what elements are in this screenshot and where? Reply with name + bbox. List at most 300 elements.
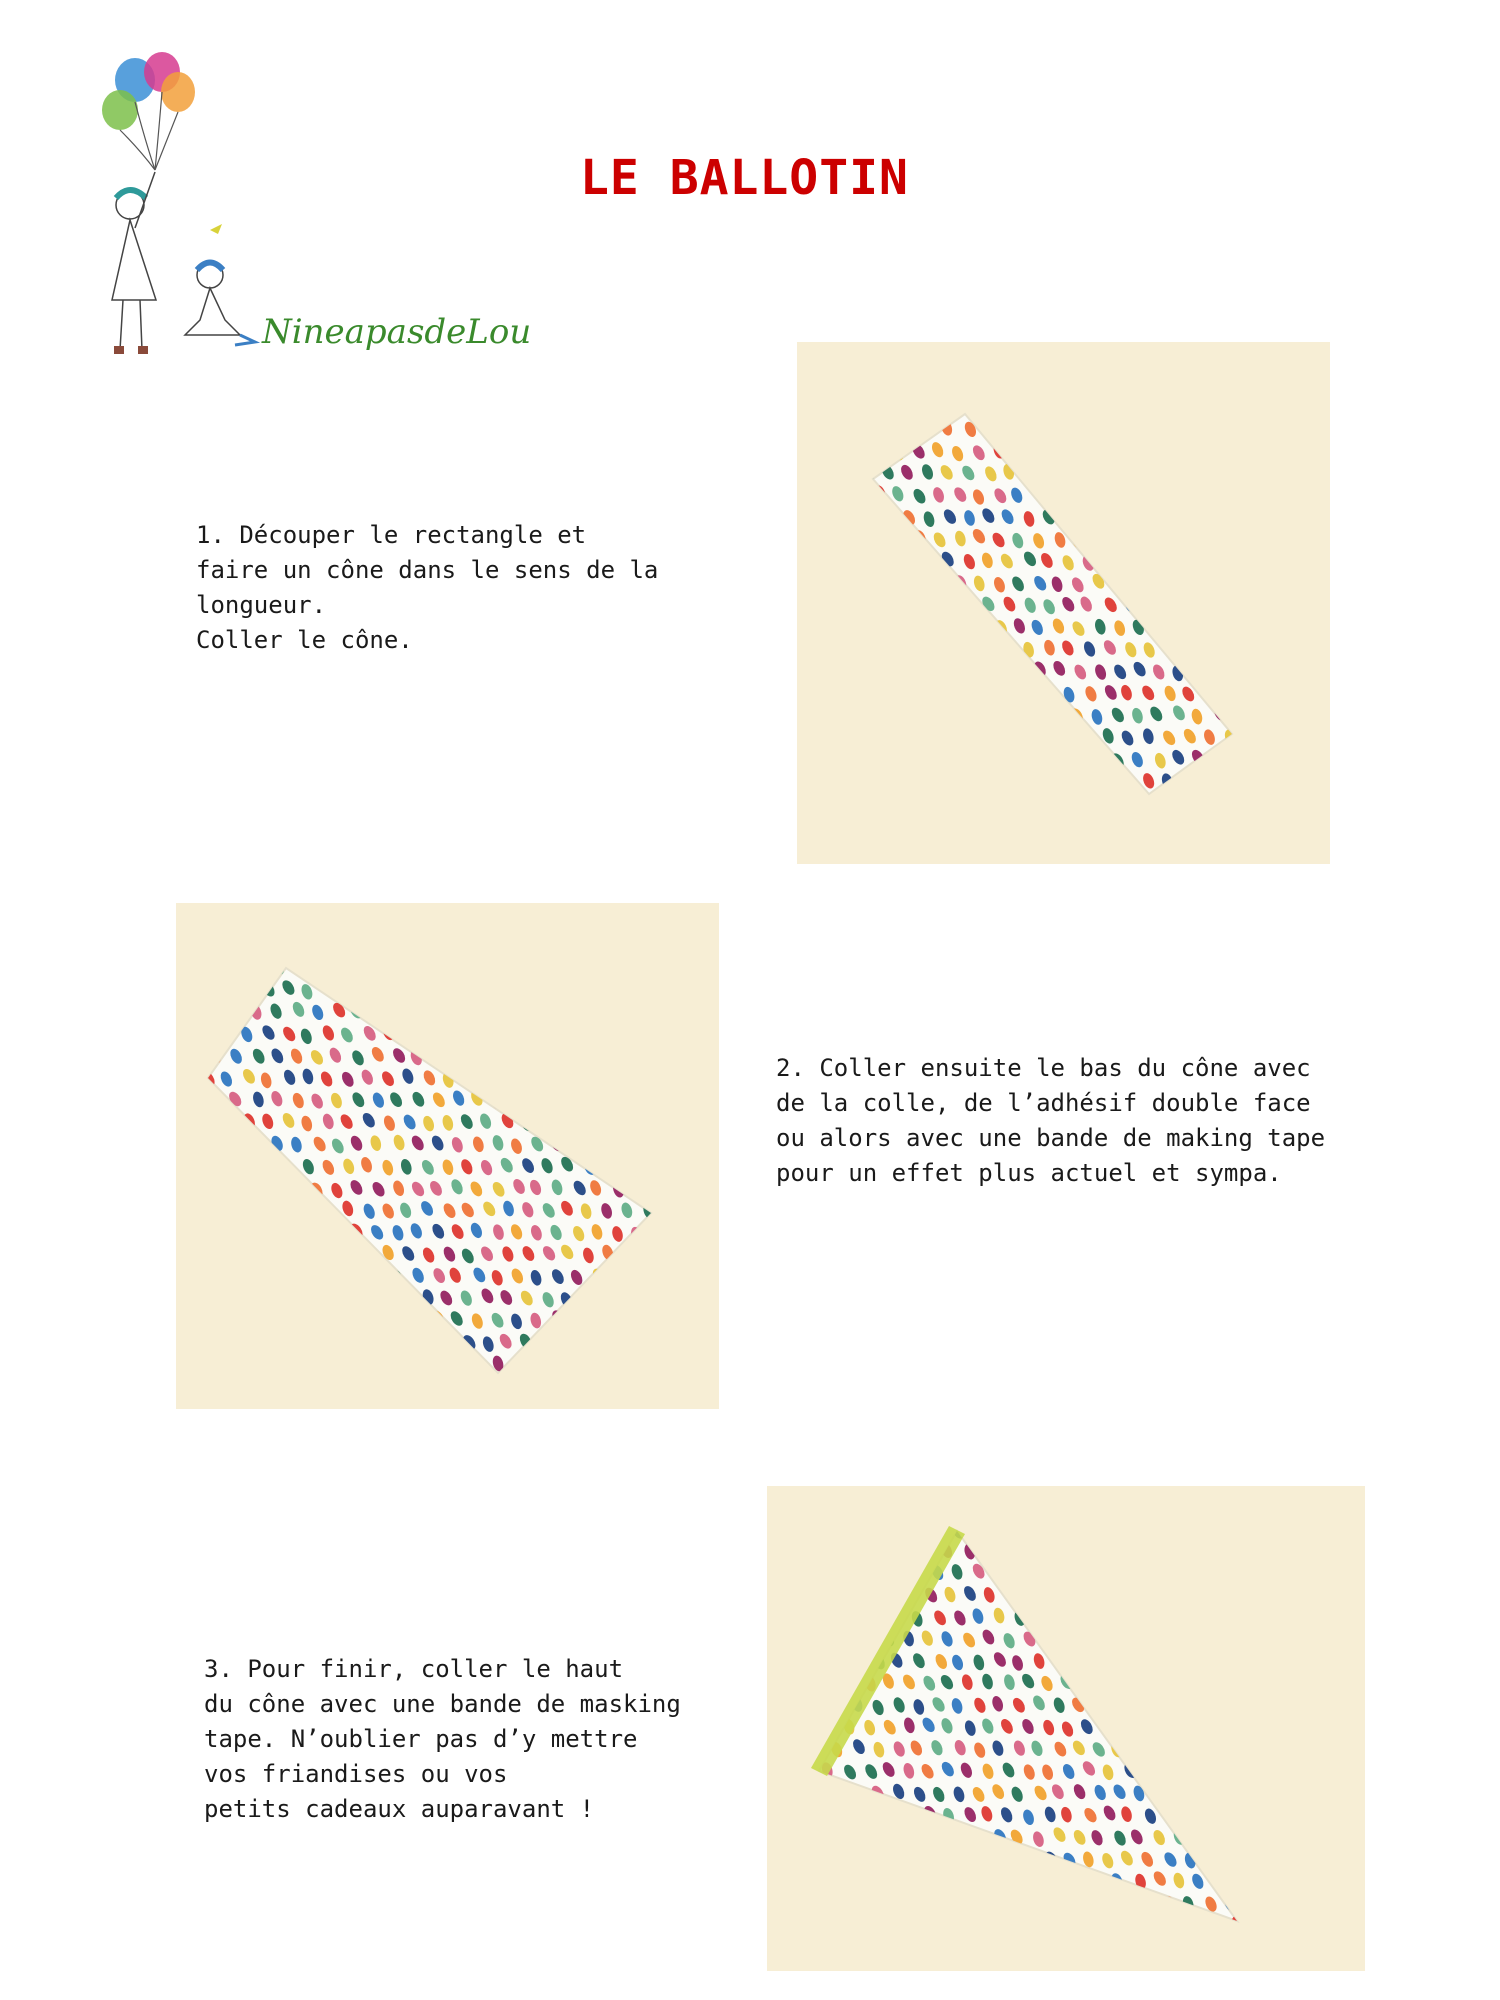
confetti-drop [842,1938,857,1957]
confetti-drop [650,1221,666,1240]
confetti-drop [191,1092,207,1111]
confetti-drop [450,916,466,935]
confetti-drop [981,637,998,656]
confetti-drop [919,376,936,395]
confetti-drop [941,373,958,392]
confetti-drop [1020,814,1037,833]
confetti-drop [240,935,257,954]
confetti-drop [1241,729,1255,747]
confetti-drop [1331,1563,1347,1582]
confetti-drop [802,1628,817,1646]
confetti-drop [1112,529,1128,548]
confetti-drop [1179,1717,1196,1736]
confetti-drop [573,1004,587,1022]
confetti-drop [190,1354,205,1373]
confetti-drop [230,956,246,975]
confetti-drop [969,749,983,767]
confetti-drop [631,1047,647,1066]
confetti-drop [1311,795,1327,814]
confetti-drop [851,1872,866,1891]
confetti-drop [1229,706,1245,725]
confetti-drop [1011,1914,1027,1933]
confetti-drop [1282,1497,1299,1516]
confetti-drop [829,618,846,637]
confetti-drop [1291,443,1307,462]
confetti-drop [370,1401,384,1409]
confetti-drop [1098,1936,1115,1955]
confetti-drop [871,352,887,371]
confetti-drop [240,1290,255,1309]
confetti-drop [1223,1675,1238,1693]
confetti-drop [1280,814,1297,833]
confetti-drop [261,936,277,955]
confetti-drop [911,1917,928,1936]
confetti-drop [1032,749,1047,767]
confetti-drop [669,1089,686,1108]
confetti-drop [1331,1609,1347,1628]
step-2-text: 2. Coller ensuite le bas du cône avec de la colle, de l’adhésif double face ou alors avec une bande de making tape pour un effet plus actuel et sympa. [776,1054,1326,1187]
confetti-drop [1110,1608,1124,1626]
confetti-drop [1222,507,1239,526]
confetti-drop [670,1223,685,1241]
confetti-drop [950,616,966,635]
confetti-drop [1251,795,1267,814]
confetti-drop [1291,1740,1306,1759]
confetti-drop [219,979,235,998]
confetti-drop [479,938,495,957]
confetti-drop [1083,1629,1098,1647]
confetti-drop [220,1201,237,1220]
confetti-drop [870,661,885,679]
confetti-drop [921,1850,935,1868]
confetti-drop [1140,818,1156,837]
confetti-drop [701,1112,717,1131]
confetti-drop [1340,1937,1357,1956]
confetti-drop [419,981,435,1000]
confetti-drop [311,960,325,978]
confetti-drop [1262,1761,1277,1779]
confetti-drop [1251,1873,1268,1892]
confetti-drop [1011,752,1026,770]
confetti-drop [1301,509,1315,527]
confetti-drop [489,958,504,977]
confetti-drop [1310,839,1325,858]
confetti-drop [1102,507,1119,526]
confetti-drop [971,1518,987,1537]
confetti-drop [468,916,484,935]
confetti-drop [1098,1585,1114,1604]
confetti-drop [200,1111,215,1130]
confetti-drop [1314,575,1328,593]
confetti-drop [658,1157,675,1176]
confetti-drop [1029,1519,1046,1538]
confetti-drop [568,914,585,933]
confetti-drop [1001,773,1016,791]
confetti-drop [212,917,226,935]
confetti-drop [1131,355,1147,374]
confetti-drop [1311,749,1326,767]
confetti-drop [1271,1695,1287,1714]
confetti-drop [1260,684,1275,702]
confetti-drop [1011,661,1028,680]
confetti-drop [1072,486,1087,505]
confetti-drop [848,529,865,548]
confetti-drop [890,397,906,416]
confetti-drop [1130,528,1146,547]
confetti-drop [1202,1937,1217,1955]
confetti-drop [1262,728,1277,746]
confetti-drop [880,727,897,746]
confetti-drop [1230,616,1246,635]
confetti-drop [970,1873,986,1892]
confetti-drop [1051,396,1068,415]
confetti-drop [960,774,976,793]
confetti-drop [1019,1849,1036,1868]
confetti-drop [800,1894,816,1913]
confetti-drop [649,1401,666,1409]
confetti-drop [1250,838,1265,857]
confetti-drop [892,528,907,547]
confetti-drop [601,1110,616,1129]
confetti-drop [1301,1675,1316,1694]
confetti-drop [1191,660,1208,679]
confetti-drop [197,1156,214,1175]
confetti-drop [841,1671,858,1690]
confetti-drop [1038,419,1055,438]
confetti-drop [1201,549,1218,568]
confetti-drop [1011,703,1027,722]
confetti-drop [1180,639,1194,657]
confetti-drop [1192,529,1206,547]
confetti-drop [1053,1872,1068,1891]
confetti-drop [1200,506,1217,525]
confetti-drop [1053,795,1068,813]
confetti-drop [912,1520,929,1539]
confetti-drop [912,1872,929,1891]
confetti-drop [682,1201,698,1220]
confetti-drop [801,1806,817,1825]
confetti-drop [1202,1719,1218,1738]
confetti-drop [218,935,235,954]
confetti-drop [1071,792,1085,810]
confetti-drop [1240,1499,1255,1518]
confetti-drop [1030,1608,1045,1626]
confetti-drop [380,1331,397,1350]
confetti-drop [1182,378,1197,397]
confetti-drop [982,1851,997,1869]
confetti-drop [681,1333,695,1351]
confetti-drop [859,1938,876,1957]
confetti-drop [1081,421,1098,440]
confetti-drop [1123,1672,1137,1690]
confetti-drop [981,1940,996,1959]
confetti-drop [631,959,645,977]
confetti-drop [1322,1849,1337,1867]
confetti-drop [899,1893,915,1912]
confetti-drop [1021,772,1035,790]
confetti-drop [608,1354,625,1373]
confetti-drop [1309,1740,1325,1759]
confetti-drop [1062,816,1079,835]
confetti-drop [1083,1499,1098,1518]
confetti-drop [391,1401,405,1409]
confetti-drop [941,817,957,836]
confetti-drop [1352,1871,1365,1890]
confetti-drop [900,685,917,704]
confetti-drop [913,617,929,636]
confetti-drop [961,1940,975,1958]
confetti-drop [430,1401,444,1409]
confetti-drop [1263,1496,1277,1514]
confetti-drop [1250,1828,1264,1846]
confetti-drop [199,980,216,999]
confetti-drop [819,375,834,394]
confetti-drop [1162,552,1178,571]
confetti-drop [849,1564,866,1583]
confetti-drop [1190,574,1207,593]
confetti-drop [1099,1894,1116,1913]
confetti-drop [671,1399,685,1409]
confetti-drop [1350,1654,1365,1672]
confetti-drop [658,1069,674,1088]
confetti-drop [919,729,934,748]
confetti-drop [1352,1519,1365,1538]
confetti-drop [542,1377,558,1396]
confetti-drop [1141,593,1157,612]
confetti-drop [1311,1519,1326,1538]
confetti-drop [642,1375,656,1393]
confetti-drop [851,353,868,372]
confetti-drop [1121,1896,1135,1914]
confetti-drop [1191,485,1207,504]
confetti-drop [582,1376,599,1395]
confetti-drop [408,915,425,934]
confetti-drop [232,1002,246,1020]
confetti-drop [912,573,929,592]
confetti-drop [362,1290,377,1309]
confetti-drop [1281,638,1298,657]
confetti-drop [569,1398,586,1409]
confetti-drop [1279,419,1296,438]
confetti-drop [1030,439,1047,458]
confetti-drop [1159,1939,1176,1958]
confetti-drop [668,1134,684,1153]
confetti-drop [1330,1830,1344,1848]
confetti-drop [661,939,675,957]
confetti-drop [578,1068,594,1087]
confetti-drop [1321,594,1330,613]
confetti-drop [1210,1962,1227,1971]
confetti-drop [1218,1937,1235,1956]
confetti-drop [823,727,840,746]
confetti-drop [710,960,719,979]
confetti-drop [1001,376,1017,395]
confetti-drop [1302,1850,1318,1869]
confetti-drop [261,1289,276,1308]
confetti-drop [709,1047,719,1066]
confetti-drop [1232,1828,1247,1846]
confetti-drop [872,397,889,416]
confetti-drop [1071,1650,1088,1669]
confetti-drop [208,1177,225,1196]
confetti-drop [529,1356,543,1374]
confetti-drop [861,1586,875,1604]
confetti-drop [562,1068,576,1086]
confetti-drop [833,1960,850,1971]
confetti-drop [1199,595,1216,614]
confetti-drop [189,915,206,934]
confetti-drop [1233,838,1249,857]
confetti-drop [1301,596,1316,614]
confetti-drop [1019,464,1036,483]
confetti-drop [1292,529,1309,548]
confetti-drop [368,1309,384,1328]
confetti-drop [992,705,1007,724]
confetti-drop [829,663,844,682]
confetti-drop [619,1114,633,1132]
confetti-drop [790,1651,807,1670]
confetti-drop [399,1333,416,1352]
confetti-drop [1201,771,1218,790]
confetti-drop [782,1849,798,1868]
confetti-drop [1149,1519,1166,1538]
confetti-drop [248,1398,263,1409]
confetti-drop [1193,355,1208,373]
confetti-drop [862,684,877,702]
confetti-drop [1013,1871,1028,1890]
confetti-drop [1200,815,1215,834]
confetti-drop [1230,571,1247,590]
confetti-drop [699,937,714,956]
confetti-drop [1212,840,1226,858]
confetti-drop [661,1246,675,1264]
confetti-drop [871,1826,888,1845]
confetti-drop [1229,1607,1244,1625]
confetti-drop [991,1913,1007,1932]
confetti-drop [1131,1605,1148,1624]
confetti-drop [469,1047,483,1065]
confetti-drop [1091,1698,1105,1716]
confetti-drop [1273,1960,1290,1971]
confetti-drop [1322,374,1330,393]
confetti-drop [220,1288,235,1307]
confetti-drop [1220,772,1237,791]
confetti-drop [1149,836,1166,855]
confetti-drop [1269,836,1286,855]
confetti-drop [791,1828,806,1847]
confetti-drop [531,1091,547,1110]
confetti-drop [1150,439,1167,458]
confetti-drop [491,1004,505,1022]
confetti-drop [891,659,907,678]
confetti-drop [1323,728,1330,747]
confetti-drop [839,507,855,526]
confetti-drop [1052,752,1066,770]
confetti-drop [830,353,847,372]
confetti-drop [1080,1676,1096,1695]
confetti-drop [1171,1564,1187,1583]
confetti-drop [979,1541,995,1560]
confetti-drop [1272,485,1289,504]
confetti-drop [260,1198,277,1217]
confetti-drop [1212,441,1227,459]
confetti-drop [1183,508,1199,527]
confetti-drop [1121,1718,1138,1737]
confetti-drop [1190,1917,1205,1936]
confetti-drop [353,960,367,978]
confetti-drop [440,980,455,999]
confetti-drop [959,1849,975,1868]
confetti-drop [871,1917,887,1936]
confetti-drop [950,839,967,858]
confetti-drop [930,839,947,858]
confetti-drop [1159,506,1176,525]
confetti-drop [639,1112,654,1130]
confetti-drop [1252,572,1268,591]
confetti-drop [1112,1695,1128,1714]
confetti-drop [892,1870,909,1889]
confetti-drop [920,685,937,704]
confetti-drop [1331,1651,1347,1670]
confetti-drop [262,1246,278,1265]
confetti-drop [781,1629,797,1648]
confetti-drop [1231,1785,1245,1803]
confetti-drop [1043,771,1058,789]
confetti-drop [1031,794,1048,813]
confetti-drop [270,1223,287,1242]
confetti-drop [950,397,966,416]
confetti-drop [1280,774,1297,793]
confetti-drop [1220,641,1237,660]
step-3-text: 3. Pour finir, coller le haut du cône avec une bande de masking tape. N’oublier pas d’y mettre vos friandises ou vos petits cadeaux auparavant ! [204,1655,681,1823]
confetti-drop [1162,377,1177,395]
confetti-drop [691,1045,706,1064]
confetti-drop [1312,1872,1326,1890]
confetti-drop [1352,1738,1365,1757]
confetti-drop [810,840,825,859]
confetti-drop [1011,397,1028,416]
confetti-drop [1181,816,1197,835]
confetti-drop [380,981,397,1000]
confetti-drop [628,1399,645,1409]
confetti-drop [428,1004,444,1023]
confetti-drop [710,1092,719,1111]
confetti-drop [1272,618,1289,637]
confetti-drop [819,1672,836,1691]
confetti-drop [199,1376,215,1395]
confetti-drop [831,1913,848,1932]
confetti-drop [810,1917,825,1936]
confetti-drop [811,443,826,461]
confetti-drop [823,1542,838,1560]
confetti-drop [1033,398,1049,417]
confetti-drop [1090,1916,1104,1934]
confetti-drop [190,1045,207,1064]
confetti-drop [1010,1565,1027,1584]
confetti-drop [1302,771,1319,790]
confetti-drop [1272,396,1289,415]
confetti-drop [441,936,458,955]
confetti-drop [1259,1894,1274,1912]
confetti-drop [1160,1672,1177,1691]
confetti-drop [1201,419,1217,438]
confetti-drop [921,551,935,569]
confetti-drop [1280,1762,1296,1781]
confetti-drop [901,1498,915,1516]
confetti-drop [602,1156,616,1174]
confetti-drop [1172,573,1188,592]
confetti-drop [1081,774,1096,792]
